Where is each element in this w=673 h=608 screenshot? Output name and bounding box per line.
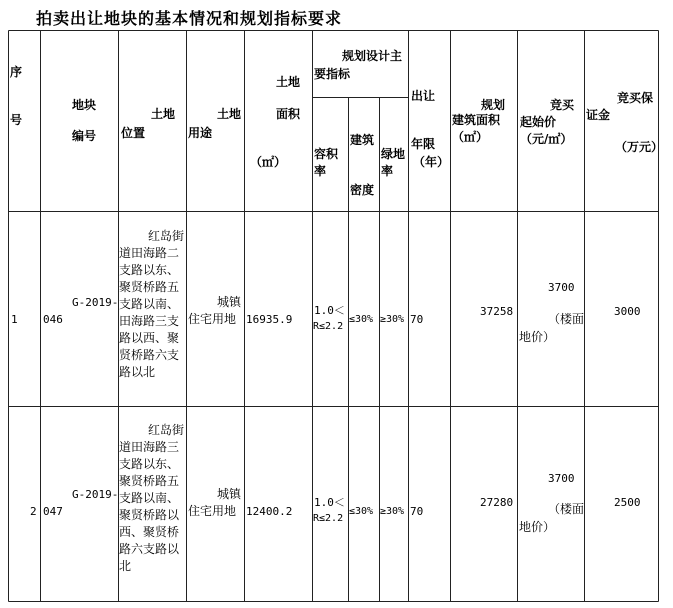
header-plan-1: 规划设计主 bbox=[342, 49, 403, 63]
header-deposit-3: （万元） bbox=[615, 140, 664, 154]
header-gfa-1: 规划 bbox=[481, 98, 506, 112]
header-far-2: 率 bbox=[314, 164, 327, 178]
header-plan-2: 要指标 bbox=[314, 67, 351, 81]
row1-green: ≥30% bbox=[380, 314, 405, 325]
row2-green: ≥30% bbox=[380, 506, 405, 517]
row2-use-1: 城镇 bbox=[217, 487, 242, 501]
page-title: 拍卖出让地块的基本情况和规划指标要求 bbox=[36, 9, 343, 28]
row1-code-2: 046 bbox=[43, 313, 63, 326]
row1-area: 16935.9 bbox=[246, 313, 293, 326]
row2-gfa: 27280 bbox=[480, 496, 514, 509]
row2-price-note: （楼面地价） bbox=[519, 502, 585, 534]
header-gfa-3: （㎡） bbox=[452, 130, 489, 144]
header-deposit-1: 竞买保 bbox=[617, 91, 654, 105]
row1-price: 3700 bbox=[548, 281, 575, 294]
header-term-1: 出让 bbox=[411, 89, 436, 103]
row2-code-2: 047 bbox=[43, 505, 63, 518]
header-location-2: 位置 bbox=[121, 126, 146, 140]
row2-location: 红岛街道田海路三支路以东、聚贤桥路五支路以南、聚贤桥路以西、聚贤桥路六支路以北 bbox=[119, 423, 185, 573]
row1-code-1: G-2019- bbox=[72, 296, 119, 309]
row1-term: 70 bbox=[410, 313, 424, 326]
header-start-2: 起始价 bbox=[520, 115, 557, 129]
row2-seq: 2 bbox=[30, 505, 37, 518]
header-area-2: 面积 bbox=[276, 107, 301, 121]
row1-far-2: R≤2.2 bbox=[313, 321, 344, 332]
row2-price: 3700 bbox=[548, 472, 575, 485]
header-deposit-2: 证金 bbox=[586, 108, 611, 122]
header-code-2: 编号 bbox=[72, 129, 97, 143]
row2-use-2: 住宅用地 bbox=[188, 504, 237, 518]
header-term-2: 年限 bbox=[411, 137, 436, 151]
header-term-3: （年） bbox=[413, 155, 450, 169]
row1-use-1: 城镇 bbox=[217, 295, 242, 309]
header-seq-1: 序 bbox=[10, 65, 23, 79]
header-start-3: （元/㎡） bbox=[520, 132, 573, 146]
row2-density: ≤30% bbox=[349, 506, 374, 517]
header-density-2: 密度 bbox=[350, 183, 375, 197]
header-density-1: 建筑 bbox=[350, 133, 375, 147]
row1-use-2: 住宅用地 bbox=[188, 312, 237, 326]
row2-code-1: G-2019- bbox=[72, 488, 119, 501]
header-seq-2: 号 bbox=[10, 113, 23, 127]
header-green-2: 率 bbox=[381, 164, 394, 178]
row2-area: 12400.2 bbox=[246, 505, 293, 518]
row2-far-2: R≤2.2 bbox=[313, 513, 344, 524]
header-far-1: 容积 bbox=[314, 147, 339, 161]
header-green-1: 绿地 bbox=[381, 147, 406, 161]
header-area-unit: （㎡） bbox=[250, 155, 287, 169]
header-use-2: 用途 bbox=[188, 126, 213, 140]
row2-far-1: 1.0＜ bbox=[314, 496, 345, 509]
row2-deposit: 2500 bbox=[614, 496, 641, 509]
row1-location: 红岛街道田海路二支路以东、聚贤桥路五支路以南、田海路三支路以西、聚贤桥路六支路以北 bbox=[119, 229, 185, 379]
row2-term: 70 bbox=[410, 505, 424, 518]
header-code-1: 地块 bbox=[72, 98, 97, 112]
row1-far-1: 1.0＜ bbox=[314, 304, 345, 317]
header-use-1: 土地 bbox=[217, 107, 242, 121]
header-location-1: 土地 bbox=[151, 107, 176, 121]
header-area-1: 土地 bbox=[276, 75, 301, 89]
header-start-1: 竞买 bbox=[550, 98, 575, 112]
header-gfa-2: 建筑面积 bbox=[452, 113, 501, 127]
row1-deposit: 3000 bbox=[614, 305, 641, 318]
row1-price-note: （楼面地价） bbox=[519, 312, 585, 344]
row1-seq: 1 bbox=[11, 313, 18, 326]
row1-density: ≤30% bbox=[349, 314, 374, 325]
row1-gfa: 37258 bbox=[480, 305, 514, 318]
